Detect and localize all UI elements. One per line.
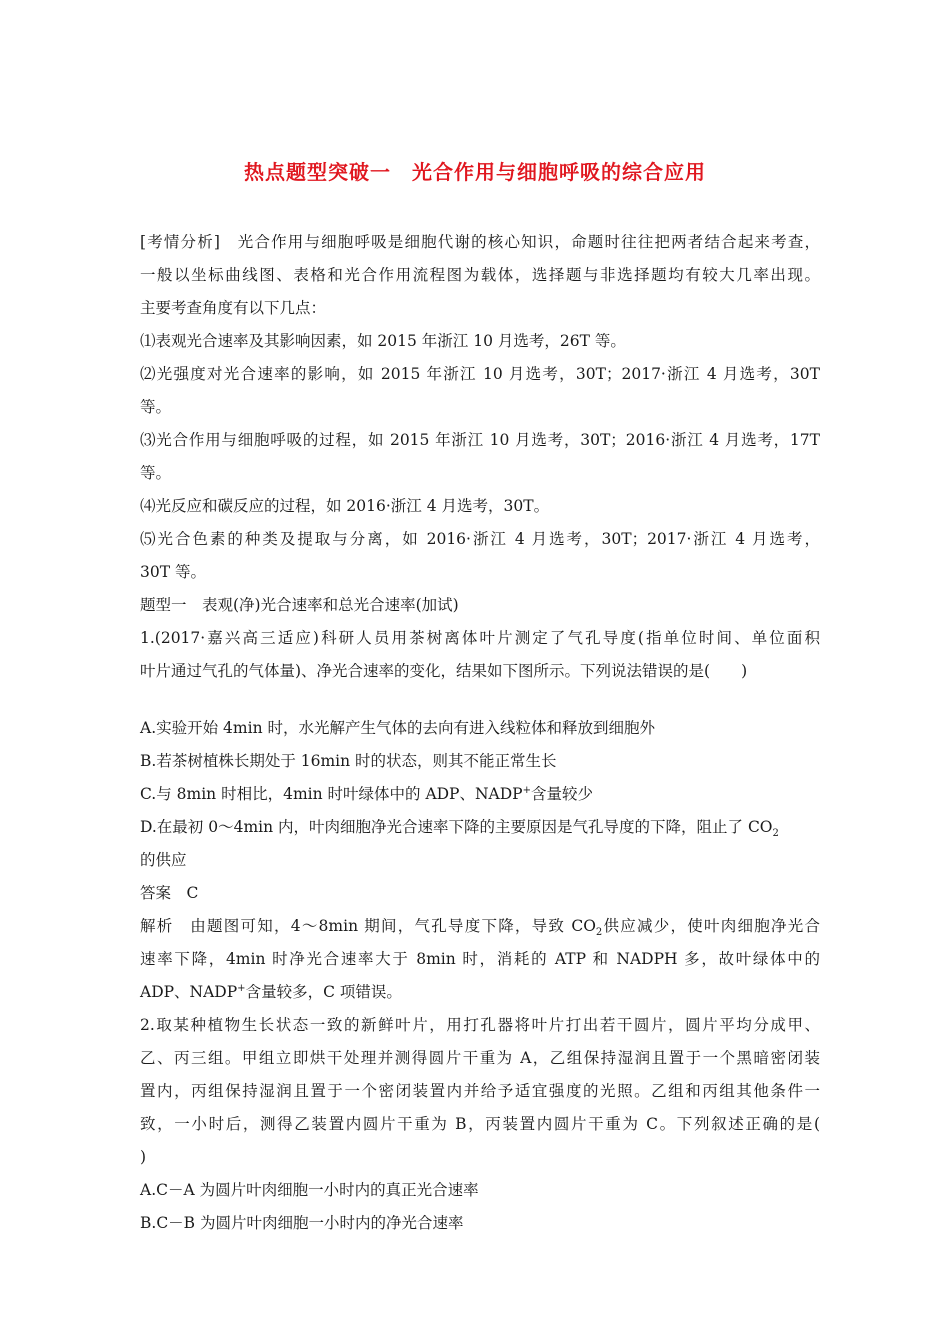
q2-option-b: B.C－B 为圆片叶肉细胞一小时内的净光合速率 xyxy=(140,1214,464,1232)
q1-option-a: A.实验开始 4min 时，水光解产生气体的去向有进入线粒体和释放到细胞外 xyxy=(140,719,655,737)
q1-explanation-text: 解析 由题图可知，4～8min 期间，气孔导度下降，导致 CO xyxy=(140,917,596,935)
analysis-line-2: 一般以坐标曲线图、表格和光合作用流程图为载体，选择题与非选择题均有较大几率出现。 xyxy=(140,266,820,284)
q1-option-c-text: C.与 8min 时相比，4min 时叶绿体中的 ADP、NADP xyxy=(140,785,523,803)
q2-option-a: A.C－A 为圆片叶肉细胞一小时内的真正光合速率 xyxy=(140,1181,479,1199)
q1-option-d-text: D.在最初 0～4min 内，叶肉细胞净光合速率下降的主要原因是气孔导度的下降，阻止了 CO xyxy=(140,818,773,836)
q1-explanation-text-end: 供应减少，使叶肉细胞净光合 xyxy=(602,917,820,935)
point-2-line-1: ⑵光强度对光合速率的影响，如 2015 年浙江 10 月选考，30T；2017·浙江 4 月选考，30T xyxy=(140,365,820,383)
point-5-line-2: 30T 等。 xyxy=(140,563,206,581)
q1-explanation-3-text: ADP、NADP xyxy=(140,983,238,1001)
q2-stem-line-5: ) xyxy=(140,1148,147,1166)
q1-option-c-superscript: + xyxy=(522,784,531,796)
q1-option-d-subscript: 2 xyxy=(772,828,779,840)
q1-explanation-subscript: 2 xyxy=(595,927,603,939)
point-2-line-2: 等。 xyxy=(140,398,172,416)
q1-stem-line-1: 1.(2017·嘉兴高三适应)科研人员用茶树离体叶片测定了气孔导度(指单位时间、单位面积 xyxy=(140,629,820,647)
q1-explanation-line-1 xyxy=(140,915,820,937)
section-heading: 题型一 表观(净)光合速率和总光合速率(加试) xyxy=(140,596,459,614)
point-4: ⑷光反应和碳反应的过程，如 2016·浙江 4 月选考，30T。 xyxy=(140,497,550,515)
q1-explanation-line-2: 速率下降，4min 时净光合速率大于 8min 时，消耗的 ATP 和 NADPH 多，故叶绿体中的 xyxy=(140,950,820,968)
q2-stem-line-4: 致，一小时后，测得乙装置内圆片干重为 B，丙装置内圆片干重为 C。下列叙述正确的是( xyxy=(140,1115,820,1133)
q2-stem-line-2: 乙、丙三组。甲组立即烘干处理并测得圆片干重为 A，乙组保持湿润且置于一个黑暗密闭装 xyxy=(140,1049,820,1067)
point-5-line-1: ⑸光合色素的种类及提取与分离，如 2016·浙江 4 月选考，30T；2017·浙江 4 月选考， xyxy=(140,530,820,548)
q1-explanation-line-3 xyxy=(140,981,820,1003)
q1-option-c-text-end: 含量较少 xyxy=(531,785,594,803)
point-1: ⑴表观光合速率及其影响因素，如 2015 年浙江 10 月选考，26T 等。 xyxy=(140,332,626,350)
point-3-line-1: ⑶光合作用与细胞呼吸的过程，如 2015 年浙江 10 月选考，30T；2016·浙江 4 月选考，17T xyxy=(140,431,820,449)
page-title: 热点题型突破一 光合作用与细胞呼吸的综合应用 xyxy=(244,160,706,184)
q2-stem-line-1: 2.取某种植物生长状态一致的新鲜叶片，用打孔器将叶片打出若干圆片，圆片平均分成甲、 xyxy=(140,1016,820,1034)
point-3-line-2: 等。 xyxy=(140,464,172,482)
q1-stem-line-2: 叶片通过气孔的气体量)、净光合速率的变化，结果如下图所示。下列说法错误的是( ) xyxy=(140,662,748,680)
q1-explanation-3-superscript: + xyxy=(237,982,246,994)
q1-option-c xyxy=(140,783,820,805)
analysis-line-1: [考情分析] 光合作用与细胞呼吸是细胞代谢的核心知识，命题时往往把两者结合起来考查， xyxy=(140,233,820,251)
q1-option-d-line-2: 的供应 xyxy=(140,851,187,869)
q1-explanation-3-text-end: 含量较多，C 项错误。 xyxy=(245,983,402,1001)
q1-option-d-line-1 xyxy=(140,816,820,838)
analysis-line-3: 主要考查角度有以下几点： xyxy=(140,299,327,317)
q1-option-b: B.若茶树植株长期处于 16min 时的状态，则其不能正常生长 xyxy=(140,752,557,770)
q2-stem-line-3: 置内，丙组保持湿润且置于一个密闭装置内并给予适宜强度的光照。乙组和丙组其他条件一 xyxy=(140,1082,820,1100)
q1-answer: 答案 C xyxy=(140,884,199,902)
